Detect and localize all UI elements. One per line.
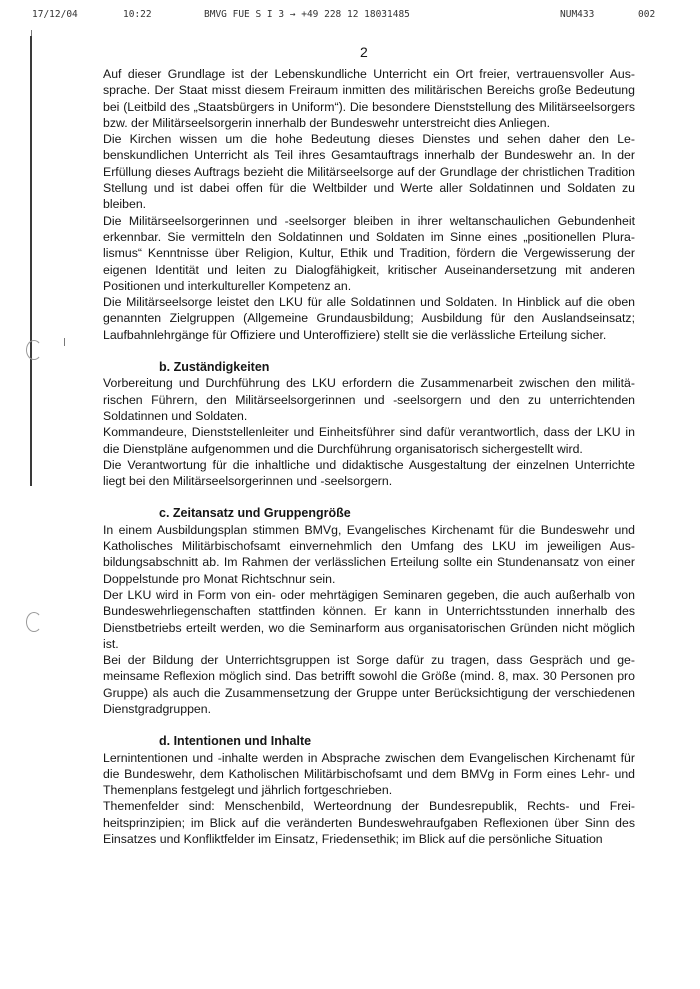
paragraph: Kommandeure, Dienststellenleiter und Einheitsführer sind dafür verantwortlich, dass der LKU in die Dienstpläne aufgenommen und die Durchführung organisatorisch sichergestellt wird. bbox=[103, 425, 635, 456]
scan-tick-mark bbox=[64, 338, 65, 346]
fax-time: 10:22 bbox=[123, 9, 152, 20]
paragraph: In einem Ausbildungsplan stimmen BMVg, Evangelisches Kirchenamt für die Bundeswehr und Katholisches Militärbischofsamt einvernehmlich den Umfang des LKU im jeweiligen Ausbildungsabschnitt ab. Im Rahmen der verlässlichen Erteilung sollte ein Stundenansatz von einer Doppelstunde pro Monat Richtschnur sein. bbox=[103, 522, 635, 586]
fax-header bbox=[0, 9, 700, 25]
document-body bbox=[103, 66, 635, 847]
paragraph: Die Militärseelsorgerinnen und -seelsorger bleiben in ihrer weltanschaulichen Gebundenheit erkennbar. Sie vermitteln den Soldatinnen und Soldaten im Sinne eines „positionellen Pluralismus“ Kenntnisse über Religion, Kultur, Ethik und Tradition, fördern die Vergewisserung der eigenen Identität und leiten zu Dialogfähigkeit, kritischer Auseinandersetzung mit anderen Positionen und interkultureller Kompetenz an. bbox=[103, 213, 635, 293]
paragraph: Die Verantwortung für die inhaltliche und didaktische Ausgestaltung der einzelnen Unterrichte liegt bei den Militärseelsorgerinnen und -seelsorgern. bbox=[103, 457, 635, 489]
punch-hole-mark bbox=[26, 612, 42, 632]
paragraph: Der LKU wird in Form von ein- oder mehrtägigen Seminaren gegeben, die auch außerhalb von Bundeswehrliegenschaften stattfinden können. Er kann in Unterrichtsstunden innerhalb des Dienstbetriebs erteilt werden, wo die Seminarform aus organisatorischen Gründen nicht möglich ist. bbox=[103, 587, 635, 651]
paragraph: Die Militärseelsorge leistet den LKU für alle Soldatinnen und Soldaten. In Hinblick auf die oben genannten Zielgruppen (Allgemeine Grundausbildung; Ausbildung für den Auslandseinsatz; Laufbahnlehrgänge für Offiziere und Unteroffiziere) stellt sie die verlässliche Erteilung sicher. bbox=[103, 295, 635, 342]
paragraph: Lernintentionen und -inhalte werden in Absprache zwischen dem Evangelischen Kirchenamt für die Bundeswehr, dem Katholischen Militärbischofsamt und dem BMVg in Form eines Lehr- und Themenplans festgelegt und jährlich fortgeschrieben. bbox=[103, 750, 635, 798]
paragraph: Bei der Bildung der Unterrichtsgruppen ist Sorge dafür zu tragen, dass Gespräch und gemeinsame Reflexion möglich sind. Das betrifft sowohl die Größe (mind. 8, max. 30 Personen pro Gruppe) als auch die Zusammensetzung der Gruppe unter Berücksichtigung der verschiedenen Dienstgradgruppen. bbox=[103, 653, 635, 716]
section-heading-d: d. Intentionen und Inhalte bbox=[159, 734, 312, 749]
paragraph: Auf dieser Grundlage ist der Lebenskundliche Unterricht ein Ort freier, vertrauensvoller Aussprache. Der Staat misst diesem Freiraum inmitten des militärischen Bereichs große Bedeutung bei (Leitbild des „Staatsbürgers in Uniform“). Die besondere Dienststellung des Militärseelsorgers bzw. der Militärseelsorgerin innerhalb der Bundeswehr unterstreicht dies Anliegen. bbox=[103, 67, 635, 130]
section-heading-b: b. Zuständigkeiten bbox=[159, 360, 270, 375]
punch-hole-mark bbox=[26, 340, 42, 360]
fax-page: 002 bbox=[638, 9, 656, 20]
fax-date: 17/12/04 bbox=[32, 9, 78, 20]
paragraph: Vorbereitung und Durchführung des LKU erfordern die Zusammenarbeit zwischen den militärischen Führern, den Militärseelsorgerinnen und -seelsorgern und den zu unterrichtenden Soldatinnen und Soldaten. bbox=[103, 376, 635, 423]
paragraph: Themenfelder sind: Menschenbild, Werteordnung der Bundesrepublik, Rechts- und Freiheitsprinzipien; im Blick auf die veränderten Bundeswehraufgaben Reflexionen über Sinn des Einsatzes und Konfliktfelder im Einsatz, Friedensethik; im Blick auf die persönliche Situation bbox=[103, 799, 635, 847]
page-number: 2 bbox=[360, 44, 368, 60]
fax-code: NUM433 bbox=[560, 9, 595, 20]
scan-edge-bar bbox=[30, 36, 32, 486]
section-heading-c: c. Zeitansatz und Gruppengröße bbox=[159, 506, 351, 521]
paragraph: Die Kirchen wissen um die hohe Bedeutung dieses Dienstes und sehen daher den Lebenskundlichen Unterricht als Teil ihres Gesamtauftrags innerhalb der Bundeswehr an. In der Erfüllung dieses Auftrags bezieht die Militärseelsorge auf der Grundlage der christlichen Tradition Stellung und ist dabei offen für die Weltbilder und Werte aller Soldatinnen und Soldaten zu bleiben. bbox=[103, 132, 635, 212]
fax-sender-line: BMVG FUE S I 3 → +49 228 12 18031485 bbox=[204, 9, 410, 20]
